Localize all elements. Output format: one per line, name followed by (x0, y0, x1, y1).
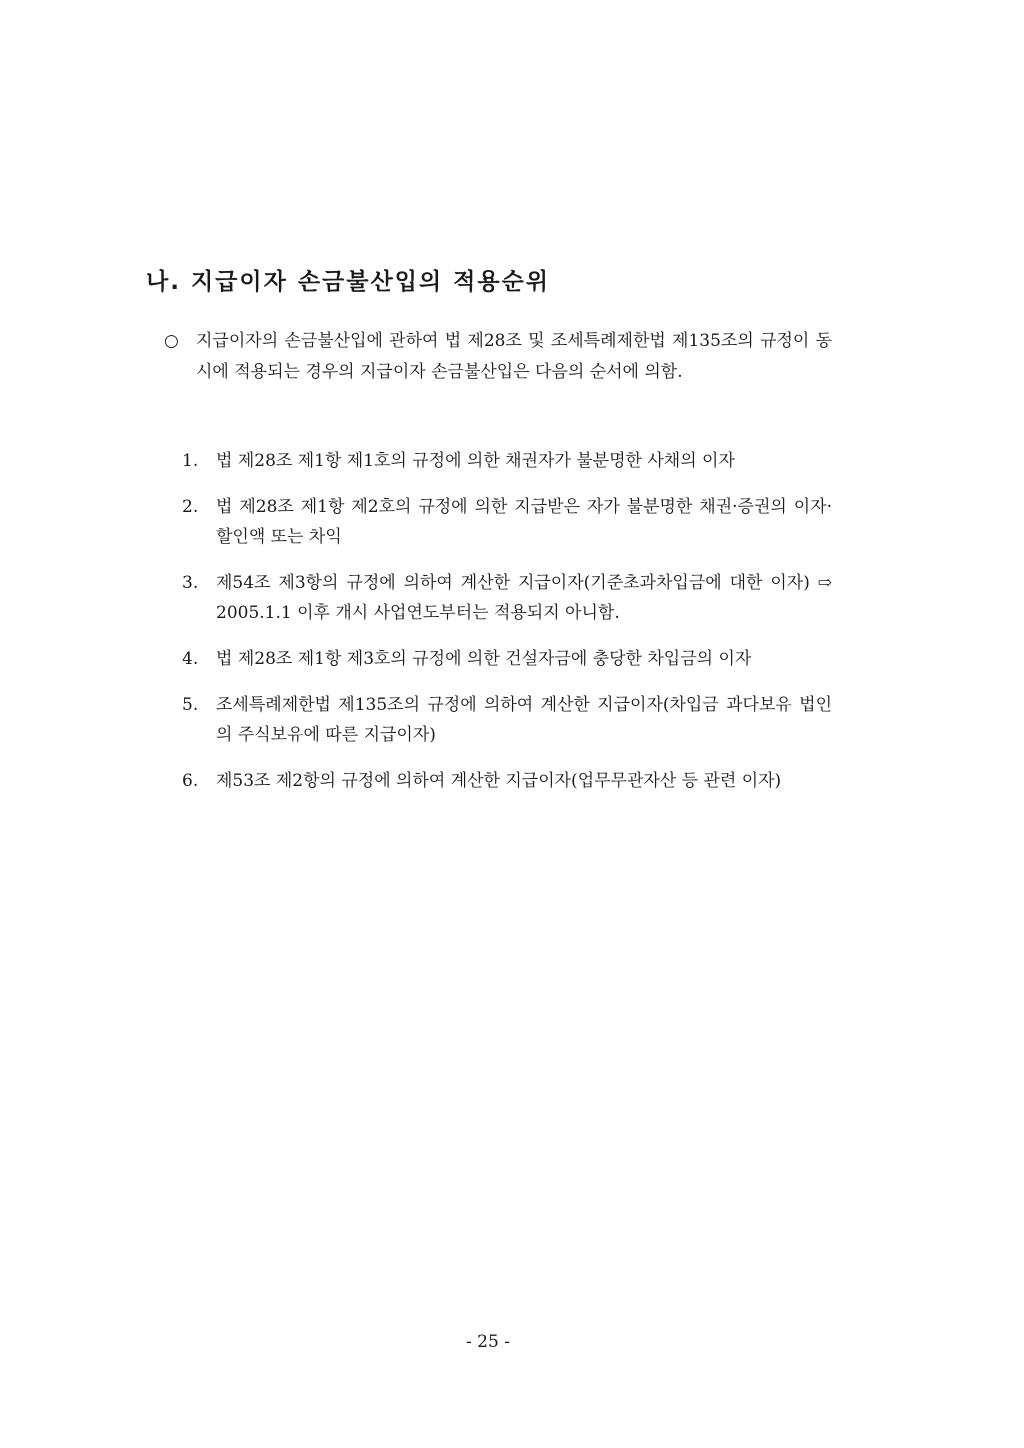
item-text: 법 제28조 제1항 제1호의 규정에 의한 채권자가 불분명한 사채의 이자 (216, 451, 735, 471)
section-title: 나. 지급이자 손금불산입의 적용순위 (146, 269, 551, 295)
list-item (182, 568, 832, 628)
intro-text: 지급이자의 손금불산입에 관하여 법 제28조 및 조세특례제한법 제135조의 규정이 동시에 적용되는 경우의 지급이자 손금불산입은 다음의 순서에 의함. (196, 331, 832, 382)
list-item (182, 690, 832, 750)
item-text: 제53조 제2항의 규정에 의하여 계산한 지급이자(업무무관자산 등 관련 이자) (216, 771, 782, 791)
item-number: 4. (182, 649, 199, 669)
list-item (182, 644, 832, 674)
item-number: 1. (182, 451, 199, 471)
page-number: - 25 - (466, 1332, 510, 1352)
item-number: 3. (182, 573, 199, 593)
intro-paragraph (164, 326, 832, 388)
item-number: 6. (182, 771, 199, 791)
circle-bullet-icon: ○ (164, 331, 179, 351)
item-text: 조세특례제한법 제135조의 규정에 의하여 계산한 지급이자(차입금 과다보유 법인의 주식보유에 따른 지급이자) (216, 695, 832, 745)
item-number: 5. (182, 695, 199, 715)
item-text: 법 제28조 제1항 제2호의 규정에 의한 지급받은 자가 불분명한 채권·증권의 이자·할인액 또는 차익 (216, 497, 832, 547)
item-text: 제54조 제3항의 규정에 의하여 계산한 지급이자(기준초과차입금에 대한 이자) ⇨ 2005.1.1 이후 개시 사업연도부터는 적용되지 아니함. (216, 573, 832, 623)
item-text: 법 제28조 제1항 제3호의 규정에 의한 건설자금에 충당한 차입금의 이자 (216, 649, 752, 669)
list-item (182, 766, 832, 796)
list-item (182, 492, 832, 552)
priority-list (182, 446, 832, 812)
item-number: 2. (182, 497, 199, 517)
list-item (182, 446, 832, 476)
